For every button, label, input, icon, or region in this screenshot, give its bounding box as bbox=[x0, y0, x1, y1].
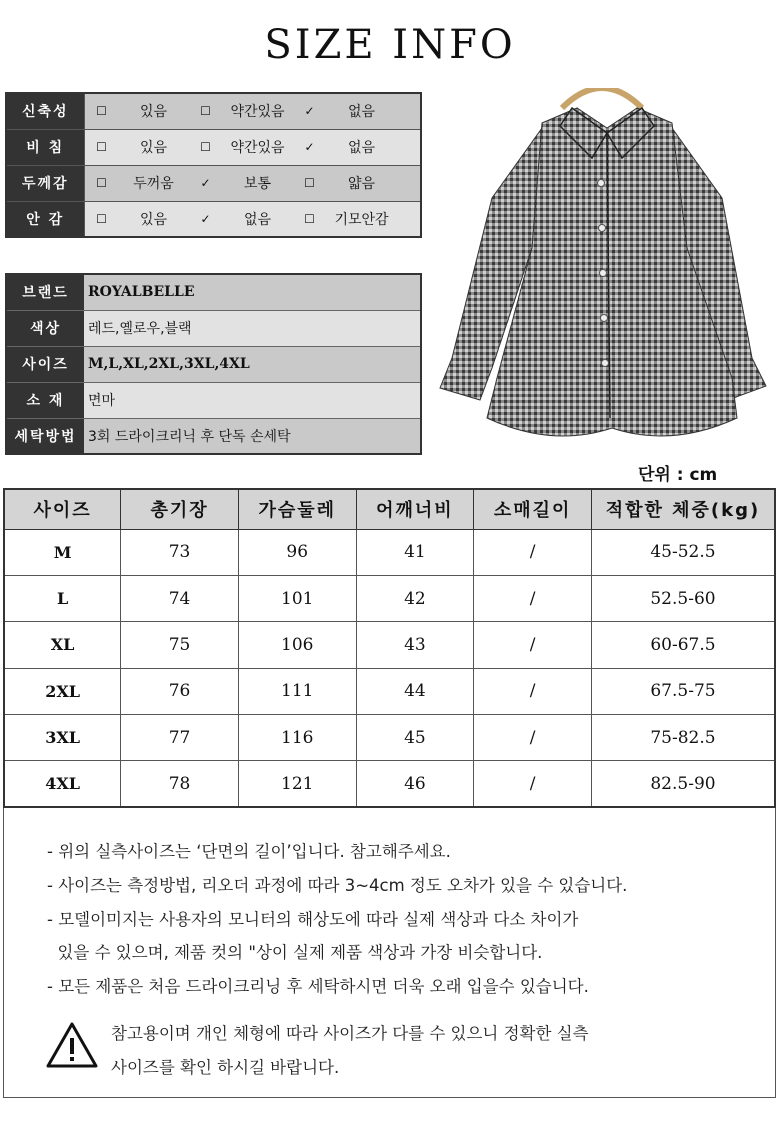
table-cell: / bbox=[474, 622, 592, 668]
table-cell: 41 bbox=[356, 529, 474, 575]
spec-row bbox=[6, 346, 421, 382]
table-cell: 121 bbox=[238, 761, 356, 807]
spec-value: 면마 bbox=[84, 382, 421, 418]
spec-label: 소 재 bbox=[6, 382, 84, 418]
table-cell: 101 bbox=[238, 575, 356, 621]
table-cell: 52.5-60 bbox=[591, 575, 775, 621]
warning-text: 참고용이며 개인 체형에 따라 사이즈가 다를 수 있으니 정확한 실측 bbox=[111, 1024, 589, 1043]
spec-value: ROYALBELLE bbox=[84, 274, 421, 310]
checkbox-icon: ☐ bbox=[96, 104, 107, 119]
table-cell: 3XL bbox=[4, 715, 121, 761]
table-cell: 4XL bbox=[4, 761, 121, 807]
table-cell: 77 bbox=[121, 715, 239, 761]
table-cell: 116 bbox=[238, 715, 356, 761]
table-cell: L bbox=[4, 575, 121, 621]
note-line: - 사이즈는 측정방법, 리오더 과정에 따라 3~4cm 정도 오차가 있을 수 있습니다. bbox=[47, 876, 628, 895]
note-line: - 모델이미지는 사용자의 모니터의 해상도에 따라 실제 색상과 다소 차이가 bbox=[47, 910, 579, 929]
attribute-option: 약간있음 bbox=[230, 140, 285, 156]
unit-label: 단위 : cm bbox=[638, 465, 718, 485]
size-table-header: 총기장 bbox=[121, 489, 239, 529]
table-cell: 111 bbox=[238, 668, 356, 714]
attribute-option: 약간있음 bbox=[230, 104, 285, 121]
checkbox-icon: ☐ bbox=[304, 176, 315, 190]
attribute-option: 있음 bbox=[139, 140, 168, 156]
attribute-option: 없음 bbox=[243, 211, 272, 228]
table-cell: / bbox=[474, 575, 592, 621]
table-cell: 60-67.5 bbox=[591, 622, 775, 668]
spec-label: 세탁방법 bbox=[6, 418, 84, 454]
attribute-option: 없음 bbox=[347, 140, 376, 156]
attribute-option: 얇음 bbox=[347, 176, 376, 192]
warning-icon bbox=[46, 1021, 98, 1069]
page-title: SIZE INFO bbox=[264, 22, 516, 68]
table-cell: M bbox=[4, 529, 121, 575]
attribute-option: 보통 bbox=[243, 176, 272, 192]
table-cell: 76 bbox=[121, 668, 239, 714]
spec-value: M,L,XL,2XL,3XL,4XL bbox=[84, 346, 421, 382]
checkmark-icon: ✓ bbox=[200, 176, 211, 190]
attribute-option: 있음 bbox=[139, 104, 168, 121]
size-table-header: 어깨너비 bbox=[356, 489, 474, 529]
spec-value: 3회 드라이크리닉 후 단독 손세탁 bbox=[84, 418, 421, 454]
checkbox-icon: ☐ bbox=[96, 140, 107, 154]
checkbox-icon: ☐ bbox=[304, 211, 315, 226]
table-row bbox=[4, 575, 775, 621]
attribute-label: 두께감 bbox=[6, 165, 84, 201]
table-cell: 43 bbox=[356, 622, 474, 668]
table-cell: / bbox=[474, 761, 592, 807]
table-cell: 42 bbox=[356, 575, 474, 621]
size-table-header: 사이즈 bbox=[4, 489, 121, 529]
notes-box bbox=[3, 808, 776, 1098]
spec-row bbox=[6, 274, 421, 310]
product-spec-table bbox=[5, 273, 422, 455]
attribute-row bbox=[6, 129, 421, 165]
note-line: - 모든 제품은 처음 드라이크리닝 후 세탁하시면 더욱 오래 입을수 있습니다. bbox=[47, 977, 589, 996]
table-cell: 75 bbox=[121, 622, 239, 668]
table-cell: 82.5-90 bbox=[591, 761, 775, 807]
table-cell: 75-82.5 bbox=[591, 715, 775, 761]
attribute-row bbox=[6, 93, 421, 129]
table-cell: 45 bbox=[356, 715, 474, 761]
table-cell: / bbox=[474, 715, 592, 761]
table-cell: / bbox=[474, 668, 592, 714]
table-cell: XL bbox=[4, 622, 121, 668]
checkmark-icon: ✓ bbox=[304, 104, 315, 119]
table-cell: 96 bbox=[238, 529, 356, 575]
table-cell: 106 bbox=[238, 622, 356, 668]
attribute-label: 비 침 bbox=[6, 129, 84, 165]
table-row bbox=[4, 761, 775, 807]
gingham-shirt-photo bbox=[432, 88, 772, 458]
attribute-label: 신축성 bbox=[6, 93, 84, 129]
size-table-header: 가슴둘레 bbox=[238, 489, 356, 529]
size-table-header: 적합한 체중(kg) bbox=[591, 489, 775, 529]
checkbox-icon: ☐ bbox=[200, 104, 211, 119]
table-cell: 2XL bbox=[4, 668, 121, 714]
table-cell: 67.5-75 bbox=[591, 668, 775, 714]
size-table bbox=[3, 488, 776, 808]
table-cell: 73 bbox=[121, 529, 239, 575]
attribute-option: 있음 bbox=[139, 211, 168, 228]
table-cell: 46 bbox=[356, 761, 474, 807]
table-row bbox=[4, 529, 775, 575]
spec-label: 색상 bbox=[6, 310, 84, 346]
attribute-row bbox=[6, 165, 421, 201]
attribute-label: 안 감 bbox=[6, 201, 84, 237]
checkbox-icon: ☐ bbox=[96, 211, 107, 226]
table-row bbox=[4, 668, 775, 714]
warning-text: 사이즈를 확인 하시길 바랍니다. bbox=[111, 1058, 340, 1077]
checkmark-icon: ✓ bbox=[304, 140, 315, 154]
table-cell: 74 bbox=[121, 575, 239, 621]
table-cell: / bbox=[474, 529, 592, 575]
spec-row bbox=[6, 382, 421, 418]
checkmark-icon: ✓ bbox=[200, 211, 211, 226]
table-row bbox=[4, 715, 775, 761]
note-line: - 위의 실측사이즈는 ‘단면의 길이’입니다. 참고해주세요. bbox=[47, 842, 451, 861]
table-cell: 45-52.5 bbox=[591, 529, 775, 575]
table-row bbox=[4, 622, 775, 668]
spec-row bbox=[6, 418, 421, 454]
attribute-option: 기모안감 bbox=[334, 211, 389, 228]
size-table-header: 소매길이 bbox=[474, 489, 592, 529]
table-cell: 78 bbox=[121, 761, 239, 807]
checkbox-icon: ☐ bbox=[200, 140, 211, 154]
attribute-row bbox=[6, 201, 421, 237]
spec-label: 사이즈 bbox=[6, 346, 84, 382]
note-line: 있을 수 있으며, 제품 컷의 "상이 실제 제품 색상과 가장 비슷합니다. bbox=[47, 943, 543, 962]
attribute-option: 두꺼움 bbox=[133, 176, 174, 192]
table-cell: 44 bbox=[356, 668, 474, 714]
spec-row bbox=[6, 310, 421, 346]
attribute-option: 없음 bbox=[347, 104, 376, 121]
spec-value: 레드,옐로우,블랙 bbox=[84, 310, 421, 346]
spec-label: 브랜드 bbox=[6, 274, 84, 310]
fabric-attribute-table bbox=[5, 92, 422, 238]
checkbox-icon: ☐ bbox=[96, 176, 107, 190]
